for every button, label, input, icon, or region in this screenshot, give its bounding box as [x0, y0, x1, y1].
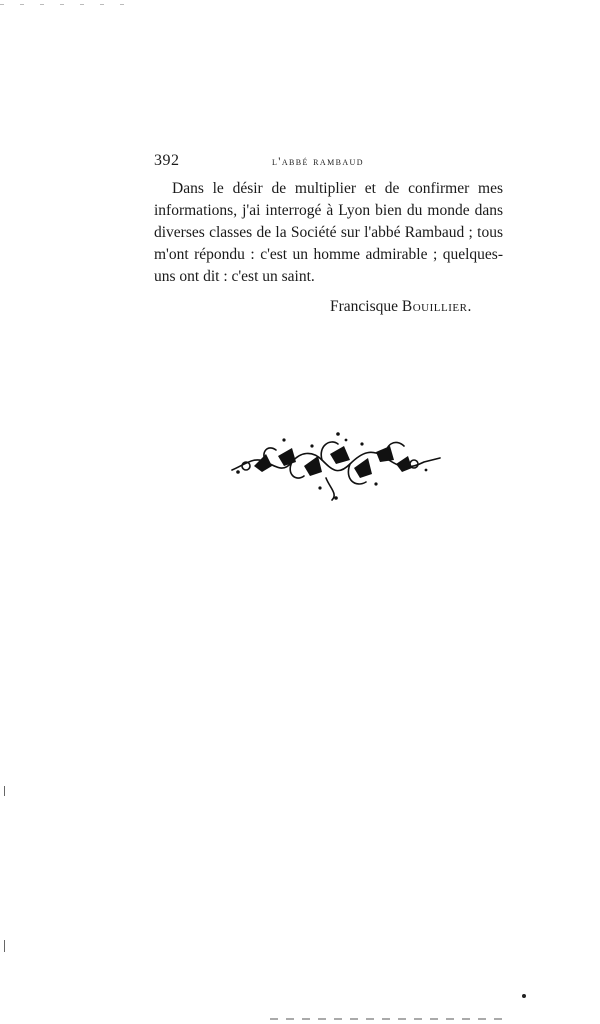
signature: [330, 298, 472, 316]
scan-corner-mark: [522, 994, 526, 998]
scan-edge-marks-top: [0, 4, 140, 5]
scan-edge-mark: [4, 940, 5, 952]
floral-vignette-icon: [226, 426, 446, 504]
running-title: l'abbé rambaud: [272, 154, 364, 168]
body-paragraph: Dans le désir de multiplier et de confirmer mes informations, j'ai interrogé à Lyon bien du monde dans diverses classes de la Société sur l'abbé Rambaud ; tous m'ont répondu : c'est un homme admirable ; quelques-uns ont dit : c'est un saint.: [154, 180, 503, 285]
scan-edge-marks-bottom: [270, 1018, 510, 1020]
page-number: 392: [154, 152, 180, 169]
signature-first-name: Francisque: [330, 298, 399, 315]
signature-surname: Bouillier.: [401, 298, 472, 315]
scan-edge-mark: [4, 786, 5, 796]
